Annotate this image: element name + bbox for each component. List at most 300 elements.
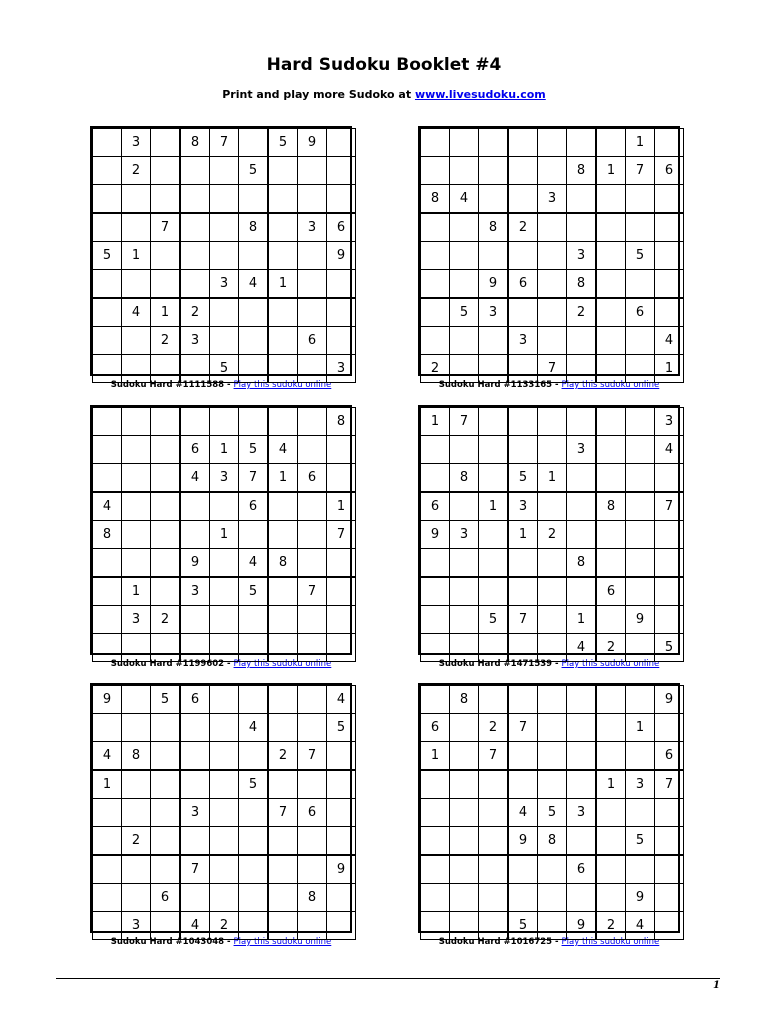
sudoku-row	[93, 742, 356, 771]
sudoku-cell	[180, 213, 210, 242]
sudoku-cell	[596, 549, 626, 578]
play-online-link[interactable]: Play this sudoku online	[233, 937, 332, 947]
sudoku-cell	[626, 464, 655, 493]
sudoku-cell: 1	[479, 492, 509, 521]
sudoku-cell	[655, 242, 684, 270]
sudoku-cell: 3	[508, 492, 538, 521]
sudoku-cell	[151, 827, 181, 856]
sudoku-cell	[239, 185, 269, 214]
sudoku-cell: 5	[239, 157, 269, 185]
sudoku-cell: 5	[655, 634, 684, 662]
sudoku-row	[93, 355, 356, 383]
sudoku-cell	[151, 714, 181, 742]
sudoku-cell: 6	[655, 157, 684, 185]
sudoku-grid	[418, 405, 680, 655]
sudoku-cell	[151, 770, 181, 799]
play-online-link[interactable]: Play this sudoku online	[233, 659, 332, 669]
sudoku-cell: 9	[93, 686, 122, 714]
sudoku-cell	[239, 129, 269, 157]
sudoku-cell	[268, 157, 298, 185]
sudoku-cell	[151, 129, 181, 157]
sudoku-cell	[596, 327, 626, 355]
sudoku-cell	[421, 270, 450, 299]
sudoku-cell	[567, 408, 597, 436]
sudoku-cell	[151, 157, 181, 185]
sudoku-cell	[596, 799, 626, 827]
sudoku-cell	[567, 355, 597, 383]
sudoku-cell	[210, 606, 239, 634]
sudoku-row	[421, 577, 684, 606]
sudoku-grid	[90, 405, 352, 655]
sudoku-cell	[655, 213, 684, 242]
sudoku-cell	[122, 270, 151, 299]
sudoku-cell	[567, 827, 597, 856]
sudoku-cell	[180, 492, 210, 521]
sudoku-cell: 1	[508, 521, 538, 549]
sudoku-cell: 6	[327, 213, 356, 242]
sudoku-cell	[180, 157, 210, 185]
sudoku-row	[93, 686, 356, 714]
sudoku-row	[421, 884, 684, 912]
sudoku-cell	[327, 549, 356, 578]
play-online-link[interactable]: Play this sudoku online	[561, 659, 660, 669]
sudoku-cell	[450, 355, 479, 383]
sudoku-row	[421, 436, 684, 464]
sudoku-cell: 6	[298, 799, 327, 827]
sudoku-cell	[538, 884, 567, 912]
sudoku-cell: 1	[626, 129, 655, 157]
sudoku-cell	[655, 577, 684, 606]
sudoku-cell	[450, 912, 479, 940]
sudoku-cell	[538, 606, 567, 634]
sudoku-cell	[421, 327, 450, 355]
sudoku-cell	[421, 634, 450, 662]
sudoku-cell	[655, 912, 684, 940]
sudoku-cell	[122, 492, 151, 521]
sudoku-cell	[93, 912, 122, 940]
sudoku-cell	[210, 549, 239, 578]
sudoku-cell	[567, 327, 597, 355]
sudoku-cell	[268, 242, 298, 270]
sudoku-cell	[421, 686, 450, 714]
sudoku-cell	[508, 298, 538, 327]
sudoku-cell	[268, 185, 298, 214]
sudoku-cell: 2	[508, 213, 538, 242]
sudoku-cell	[298, 770, 327, 799]
sudoku-cell: 7	[626, 157, 655, 185]
sudoku-cell	[210, 185, 239, 214]
puzzle-caption: Sudoku Hard #1133165 - Play this sudoku online	[438, 380, 660, 390]
sudoku-cell	[122, 770, 151, 799]
sudoku-cell	[327, 464, 356, 493]
sudoku-cell	[180, 242, 210, 270]
sudoku-row	[93, 714, 356, 742]
sudoku-cell: 4	[122, 298, 151, 327]
sudoku-cell	[210, 827, 239, 856]
sudoku-cell: 9	[479, 270, 509, 299]
sudoku-cell	[626, 686, 655, 714]
sudoku-cell: 6	[239, 492, 269, 521]
sudoku-cell	[268, 634, 298, 662]
sudoku-cell	[298, 912, 327, 940]
sudoku-cell	[93, 355, 122, 383]
sudoku-cell	[298, 436, 327, 464]
sudoku-puzzle-5	[90, 683, 352, 947]
puzzle-label: Sudoku Hard #1471539	[438, 659, 553, 669]
sudoku-cell	[298, 242, 327, 270]
sudoku-cell	[210, 492, 239, 521]
sudoku-row	[421, 686, 684, 714]
puzzle-caption: Sudoku Hard #1471539 - Play this sudoku online	[438, 659, 660, 669]
sudoku-cell	[479, 577, 509, 606]
sudoku-cell: 1	[122, 242, 151, 270]
sudoku-cell	[327, 606, 356, 634]
sudoku-row	[93, 436, 356, 464]
sudoku-cell	[479, 242, 509, 270]
sudoku-puzzle-6	[418, 683, 680, 947]
sudoku-cell: 2	[268, 742, 298, 771]
sudoku-cell	[538, 242, 567, 270]
sudoku-cell: 5	[268, 129, 298, 157]
sudoku-cell	[268, 714, 298, 742]
sudoku-cell	[239, 408, 269, 436]
sudoku-row	[421, 408, 684, 436]
sudoku-cell: 8	[538, 827, 567, 856]
sudoku-cell: 2	[567, 298, 597, 327]
sudoku-cell: 3	[210, 270, 239, 299]
sudoku-cell: 5	[151, 686, 181, 714]
play-online-link[interactable]: Play this sudoku online	[561, 380, 660, 390]
sudoku-cell	[239, 686, 269, 714]
sudoku-cell: 9	[180, 549, 210, 578]
sudoku-cell	[479, 521, 509, 549]
sudoku-cell	[239, 242, 269, 270]
sudoku-cell	[239, 606, 269, 634]
sudoku-cell: 3	[210, 464, 239, 493]
sudoku-row	[93, 577, 356, 606]
sudoku-cell	[180, 270, 210, 299]
sudoku-cell	[596, 686, 626, 714]
sudoku-row	[421, 464, 684, 493]
sudoku-cell: 6	[508, 270, 538, 299]
sudoku-cell: 9	[298, 129, 327, 157]
sudoku-cell: 8	[239, 213, 269, 242]
sudoku-cell	[479, 129, 509, 157]
sudoku-cell: 7	[268, 799, 298, 827]
sudoku-cell	[180, 408, 210, 436]
sudoku-cell	[93, 714, 122, 742]
sudoku-cell	[180, 770, 210, 799]
sudoku-cell: 4	[239, 714, 269, 742]
sudoku-puzzle-4	[418, 405, 680, 669]
sudoku-cell: 5	[210, 355, 239, 383]
sudoku-cell	[327, 185, 356, 214]
sudoku-cell: 4	[180, 912, 210, 940]
sudoku-cell: 5	[626, 827, 655, 856]
sudoku-cell	[268, 770, 298, 799]
sudoku-cell	[210, 770, 239, 799]
sudoku-cell	[421, 577, 450, 606]
sudoku-cell	[626, 799, 655, 827]
sudoku-cell	[450, 213, 479, 242]
sudoku-cell	[655, 185, 684, 214]
sudoku-cell: 8	[122, 742, 151, 771]
sudoku-cell: 5	[327, 714, 356, 742]
sudoku-cell	[268, 577, 298, 606]
sudoku-cell: 6	[151, 884, 181, 912]
sudoku-cell	[239, 799, 269, 827]
sudoku-cell	[655, 799, 684, 827]
sudoku-cell	[538, 686, 567, 714]
sudoku-cell: 7	[298, 577, 327, 606]
sudoku-row	[93, 799, 356, 827]
sudoku-cell	[151, 521, 181, 549]
sudoku-cell	[421, 129, 450, 157]
sudoku-cell: 3	[298, 213, 327, 242]
sudoku-cell	[268, 298, 298, 327]
sudoku-cell	[327, 634, 356, 662]
sudoku-row	[93, 827, 356, 856]
sudoku-cell	[421, 799, 450, 827]
sudoku-cell	[421, 157, 450, 185]
sudoku-cell: 2	[122, 827, 151, 856]
sudoku-cell	[327, 770, 356, 799]
sudoku-row	[421, 157, 684, 185]
sudoku-cell	[239, 521, 269, 549]
sudoku-cell	[508, 884, 538, 912]
sudoku-row	[93, 298, 356, 327]
sudoku-cell: 3	[567, 799, 597, 827]
sudoku-cell	[538, 492, 567, 521]
sudoku-cell: 3	[180, 799, 210, 827]
sudoku-cell: 5	[239, 770, 269, 799]
sudoku-cell: 7	[450, 408, 479, 436]
sudoku-cell: 3	[567, 242, 597, 270]
sudoku-puzzle-2	[418, 126, 680, 390]
sudoku-cell: 9	[508, 827, 538, 856]
sudoku-cell	[421, 549, 450, 578]
sudoku-cell	[567, 686, 597, 714]
sudoku-cell	[268, 686, 298, 714]
sudoku-cell	[93, 827, 122, 856]
sudoku-row	[93, 242, 356, 270]
sudoku-cell: 6	[421, 714, 450, 742]
sudoku-cell: 7	[210, 129, 239, 157]
sudoku-cell	[538, 213, 567, 242]
sudoku-cell	[327, 436, 356, 464]
sudoku-cell: 7	[538, 355, 567, 383]
sudoku-cell: 1	[268, 270, 298, 299]
sudoku-cell	[93, 408, 122, 436]
sudoku-cell: 8	[298, 884, 327, 912]
sudoku-cell	[538, 157, 567, 185]
sudoku-row	[93, 884, 356, 912]
sudoku-cell: 2	[479, 714, 509, 742]
page-number: 1	[713, 980, 720, 991]
sudoku-cell: 9	[421, 521, 450, 549]
sudoku-cell	[122, 884, 151, 912]
sudoku-cell	[479, 634, 509, 662]
sudoku-cell: 3	[122, 912, 151, 940]
sudoku-cell	[450, 129, 479, 157]
sudoku-cell	[180, 634, 210, 662]
sudoku-cell	[151, 185, 181, 214]
sudoku-cell	[508, 770, 538, 799]
sudoku-cell	[655, 129, 684, 157]
sudoku-row	[93, 157, 356, 185]
sudoku-cell	[567, 492, 597, 521]
sudoku-cell	[538, 327, 567, 355]
sudoku-cell	[239, 855, 269, 884]
sudoku-row	[421, 185, 684, 214]
sudoku-cell	[479, 912, 509, 940]
sudoku-row	[93, 327, 356, 355]
sudoku-cell	[122, 714, 151, 742]
sudoku-cell: 3	[180, 327, 210, 355]
sudoku-cell: 9	[327, 855, 356, 884]
sudoku-cell: 4	[239, 270, 269, 299]
sudoku-cell	[450, 714, 479, 742]
sudoku-cell	[122, 408, 151, 436]
sudoku-cell	[268, 884, 298, 912]
sudoku-cell: 7	[298, 742, 327, 771]
play-online-link[interactable]: Play this sudoku online	[233, 380, 332, 390]
sudoku-cell	[298, 408, 327, 436]
sudoku-cell: 1	[93, 770, 122, 799]
sudoku-cell	[655, 606, 684, 634]
sudoku-cell	[298, 355, 327, 383]
sudoku-cell: 1	[655, 355, 684, 383]
sudoku-row	[93, 634, 356, 662]
sudoku-row	[93, 408, 356, 436]
sudoku-cell	[479, 884, 509, 912]
sudoku-cell	[298, 157, 327, 185]
sudoku-cell	[327, 270, 356, 299]
sudoku-cell	[239, 827, 269, 856]
puzzle-caption: Sudoku Hard #1043048 - Play this sudoku online	[110, 937, 332, 947]
sudoku-cell	[151, 408, 181, 436]
sudoku-cell	[538, 270, 567, 299]
sudoku-cell	[151, 270, 181, 299]
sudoku-cell	[479, 408, 509, 436]
sudoku-cell: 5	[538, 799, 567, 827]
sudoku-cell	[268, 827, 298, 856]
sudoku-cell: 4	[268, 436, 298, 464]
sudoku-cell	[421, 213, 450, 242]
sudoku-cell	[479, 436, 509, 464]
sudoku-cell	[298, 855, 327, 884]
sudoku-cell	[93, 157, 122, 185]
sudoku-cell	[508, 577, 538, 606]
sudoku-cell: 9	[655, 686, 684, 714]
sudoku-cell	[508, 634, 538, 662]
sudoku-cell: 1	[596, 157, 626, 185]
sudoku-row	[93, 270, 356, 299]
sudoku-cell	[298, 634, 327, 662]
sudoku-cell	[210, 298, 239, 327]
sudoku-cell	[298, 521, 327, 549]
sudoku-cell	[508, 408, 538, 436]
sudoku-row	[93, 129, 356, 157]
sudoku-row	[421, 213, 684, 242]
sudoku-row	[421, 827, 684, 856]
sudoku-cell	[151, 577, 181, 606]
sudoku-row	[93, 770, 356, 799]
sudoku-cell	[239, 327, 269, 355]
sudoku-row	[93, 855, 356, 884]
sudoku-cell: 3	[626, 770, 655, 799]
sudoku-cell: 1	[538, 464, 567, 493]
sudoku-cell	[327, 577, 356, 606]
sudoku-cell	[268, 855, 298, 884]
sudoku-cell	[180, 606, 210, 634]
sudoku-cell	[479, 327, 509, 355]
livesudoku-link[interactable]: www.livesudoku.com	[414, 88, 546, 101]
sudoku-cell	[596, 714, 626, 742]
sudoku-cell	[122, 464, 151, 493]
sudoku-cell	[210, 855, 239, 884]
sudoku-cell	[298, 686, 327, 714]
sudoku-cell	[450, 270, 479, 299]
sudoku-row	[421, 714, 684, 742]
sudoku-cell	[596, 855, 626, 884]
sudoku-cell: 8	[567, 157, 597, 185]
sudoku-puzzle-3	[90, 405, 352, 669]
sudoku-cell	[151, 799, 181, 827]
sudoku-cell	[268, 492, 298, 521]
sudoku-row	[421, 912, 684, 940]
sudoku-cell: 1	[210, 521, 239, 549]
sudoku-cell	[327, 298, 356, 327]
sudoku-cell	[655, 714, 684, 742]
sudoku-cell: 2	[210, 912, 239, 940]
sudoku-cell: 4	[655, 436, 684, 464]
sudoku-cell	[93, 884, 122, 912]
sudoku-cell	[508, 742, 538, 771]
sudoku-cell	[479, 464, 509, 493]
sudoku-cell	[567, 742, 597, 771]
sudoku-cell	[268, 408, 298, 436]
sudoku-cell	[626, 355, 655, 383]
sudoku-cell	[210, 742, 239, 771]
sudoku-cell	[210, 213, 239, 242]
sudoku-row	[421, 298, 684, 327]
sudoku-cell	[180, 827, 210, 856]
sudoku-cell	[268, 213, 298, 242]
sudoku-cell	[479, 157, 509, 185]
sudoku-cell	[327, 742, 356, 771]
sudoku-cell	[122, 327, 151, 355]
sudoku-cell	[151, 464, 181, 493]
sudoku-cell	[327, 827, 356, 856]
sudoku-cell	[268, 912, 298, 940]
play-online-link[interactable]: Play this sudoku online	[561, 937, 660, 947]
sudoku-cell: 8	[596, 492, 626, 521]
sudoku-cell: 2	[421, 355, 450, 383]
sudoku-cell: 6	[626, 298, 655, 327]
sudoku-cell: 6	[298, 464, 327, 493]
sudoku-row	[93, 521, 356, 549]
sudoku-cell	[567, 770, 597, 799]
sudoku-cell	[93, 129, 122, 157]
sudoku-cell	[626, 521, 655, 549]
sudoku-cell: 5	[93, 242, 122, 270]
sudoku-cell: 9	[626, 884, 655, 912]
sudoku-cell	[450, 827, 479, 856]
sudoku-cell	[151, 355, 181, 383]
page-title: Hard Sudoku Booklet #4	[266, 55, 502, 75]
sudoku-cell	[567, 129, 597, 157]
